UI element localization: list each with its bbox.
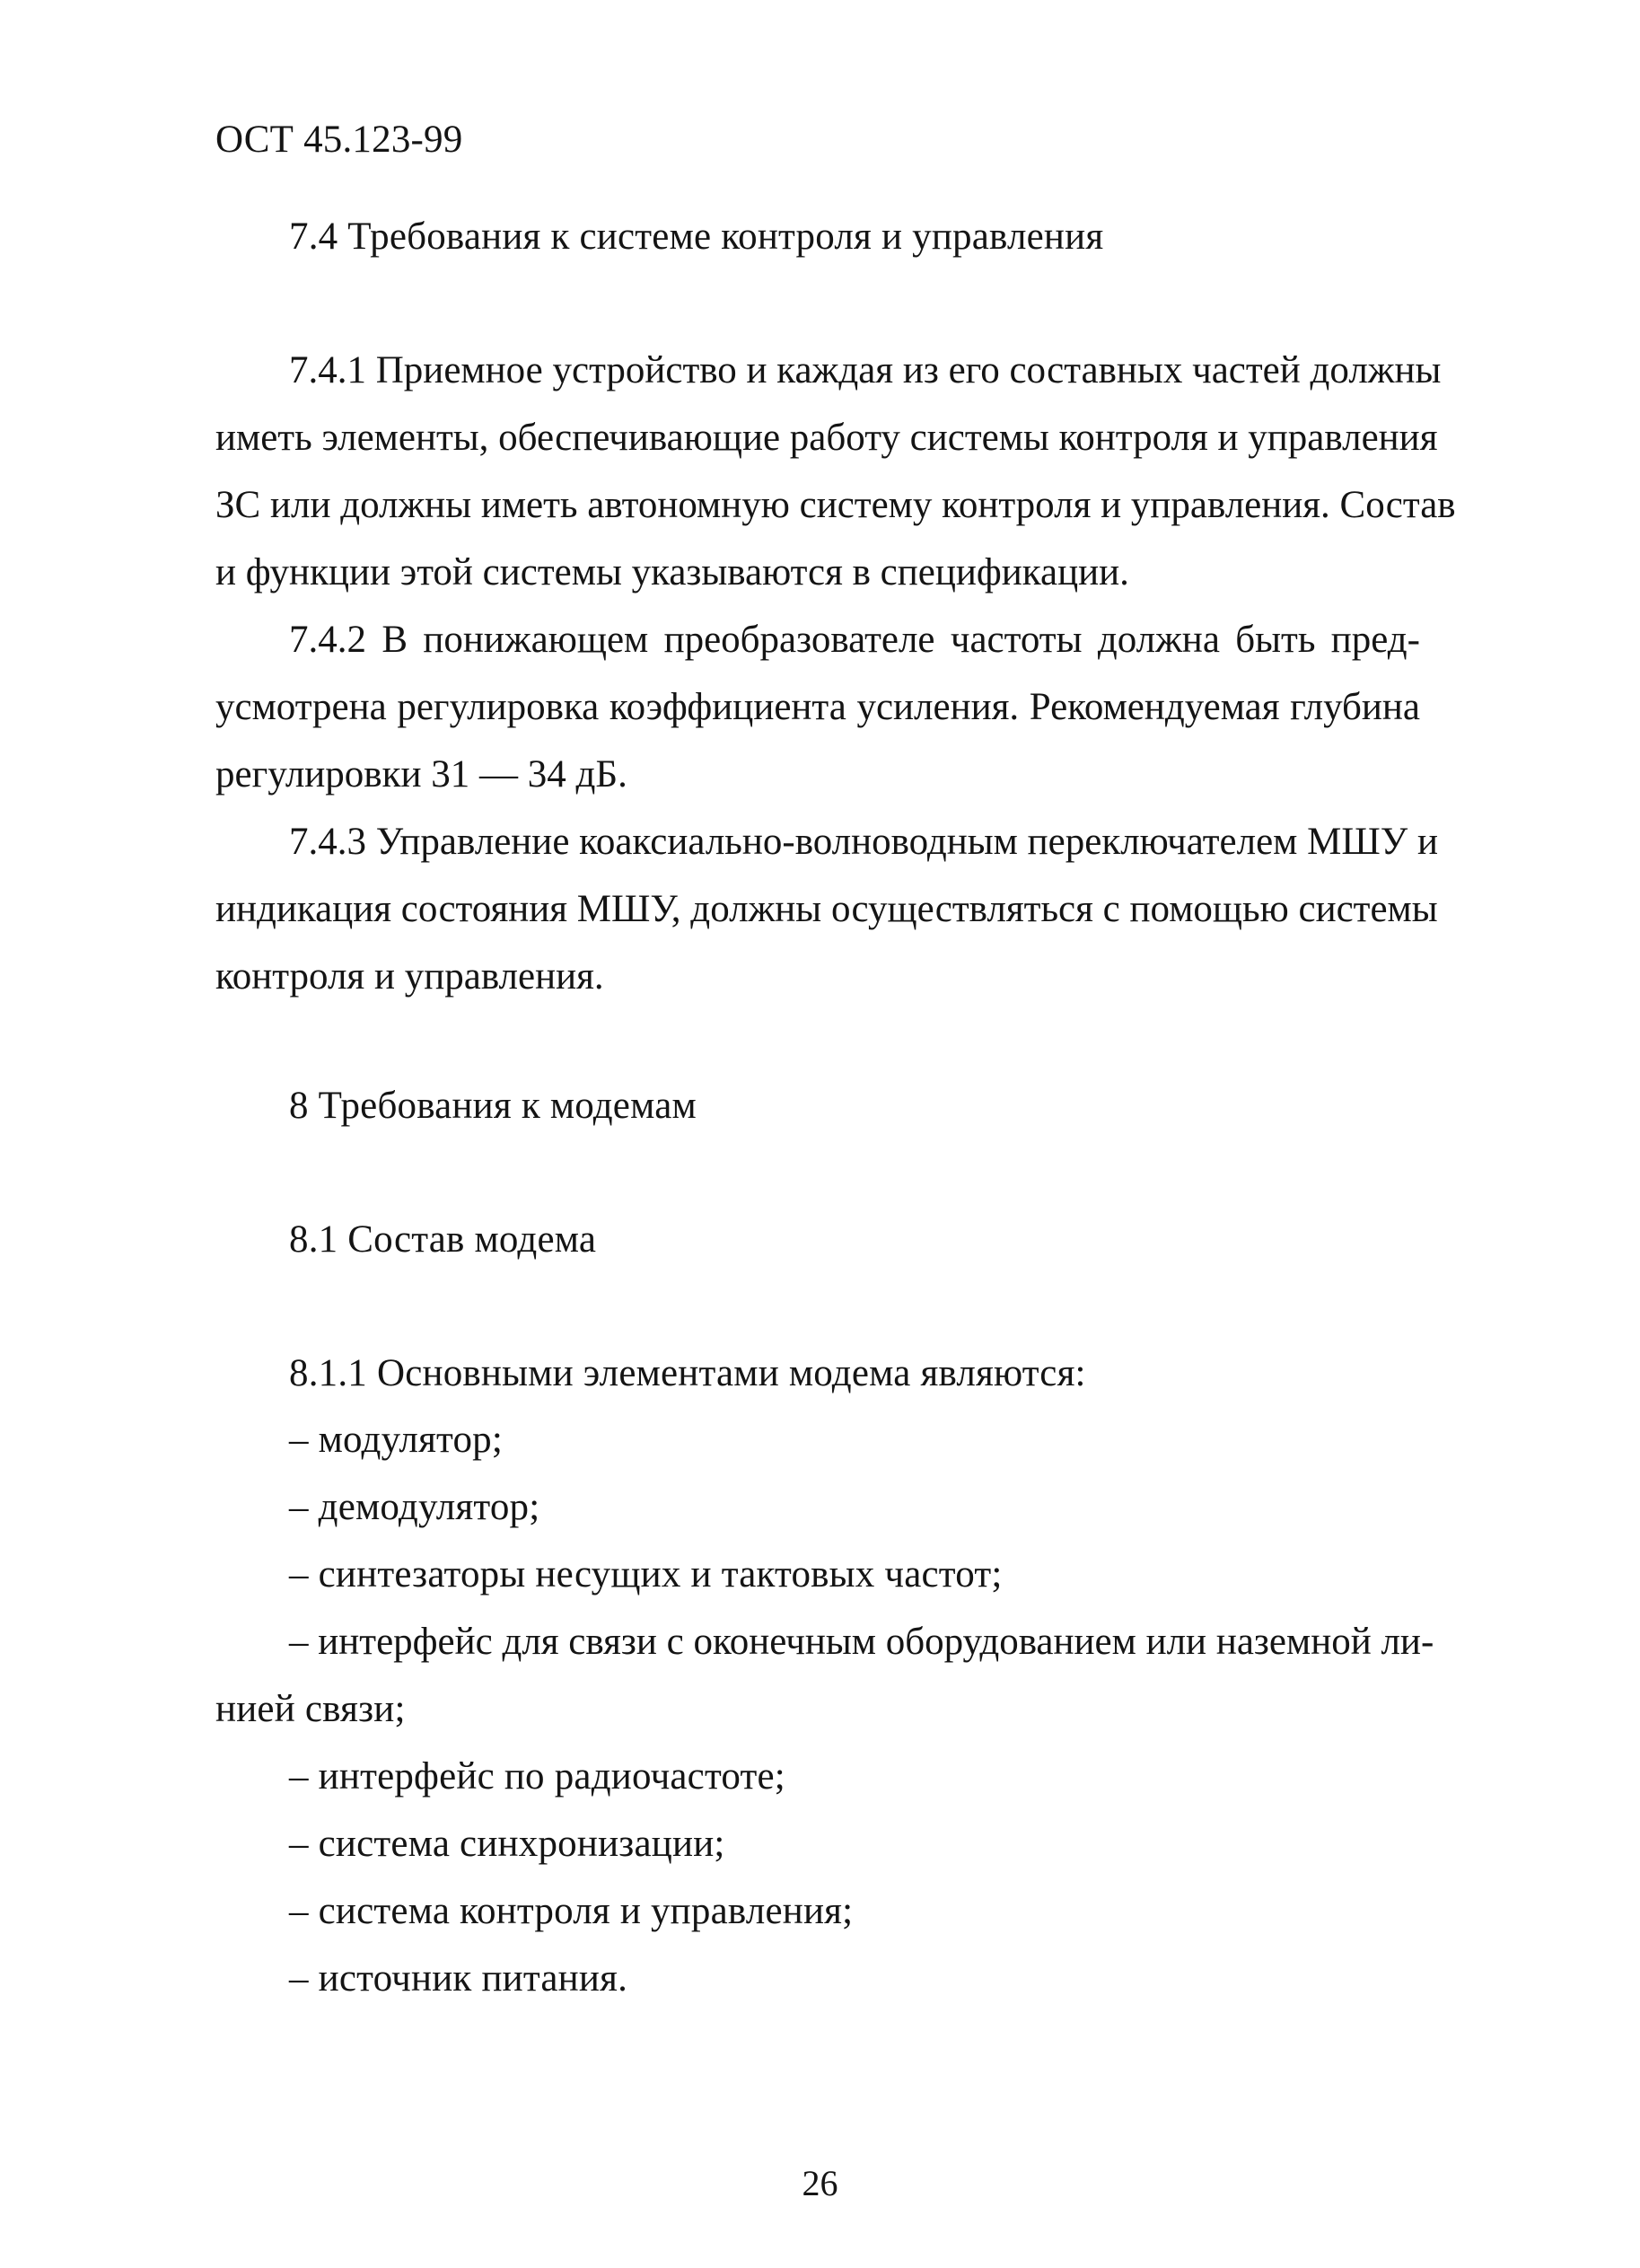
paragraph-7-4-1-line: ЗС или должны иметь автономную систему контроля и управления. Состав — [215, 484, 1456, 526]
list-item: – синтезаторы несущих и тактовых частот; — [289, 1553, 1003, 1596]
paragraph-7-4-2-line: регулировки 31 — 34 дБ. — [215, 753, 627, 796]
list-item: – интерфейс для связи с оконечным оборудованием или наземной ли- — [289, 1621, 1434, 1663]
list-item: – система контроля и управления; — [289, 1890, 854, 1932]
list-item: – источник питания. — [289, 1957, 628, 2000]
list-item: – система синхронизации; — [289, 1823, 725, 1865]
paragraph-7-4-1-line: и функции этой системы указываются в спецификации. — [215, 551, 1129, 593]
list-item-continuation: нией связи; — [215, 1688, 406, 1730]
paragraph-7-4-2-line: 7.4.2 В понижающем преобразователе частоты должна быть пред- — [289, 619, 1420, 661]
paragraph-7-4-3-line: контроля и управления. — [215, 955, 604, 998]
paragraph-8-1-1: 8.1.1 Основными элементами модема являются: — [289, 1352, 1086, 1394]
paragraph-7-4-3-line: 7.4.3 Управление коаксиально-волноводным переключателем МШУ и — [289, 821, 1438, 863]
list-item: – демодулятор; — [289, 1486, 540, 1528]
section-8-heading: 8 Требования к модемам — [289, 1085, 697, 1127]
page-number: 26 — [802, 2163, 838, 2203]
paragraph-7-4-2-line: усмотрена регулировка коэффициента усиления. Рекомендуемая глубина — [215, 686, 1420, 728]
paragraph-7-4-1-line: 7.4.1 Приемное устройство и каждая из его составных частей должны — [289, 349, 1442, 391]
section-7-4-heading: 7.4 Требования к системе контроля и управления — [289, 215, 1104, 258]
subsection-8-1-heading: 8.1 Состав модема — [289, 1218, 597, 1261]
paragraph-7-4-3-line: индикация состояния МШУ, должны осуществляться с помощью системы — [215, 888, 1438, 930]
list-item: – модулятор; — [289, 1419, 504, 1461]
list-item: – интерфейс по радиочастоте; — [289, 1755, 785, 1798]
paragraph-7-4-1-line: иметь элементы, обеспечивающие работу системы контроля и управления — [215, 417, 1438, 459]
doc-code-header: ОСТ 45.123-99 — [215, 119, 463, 161]
